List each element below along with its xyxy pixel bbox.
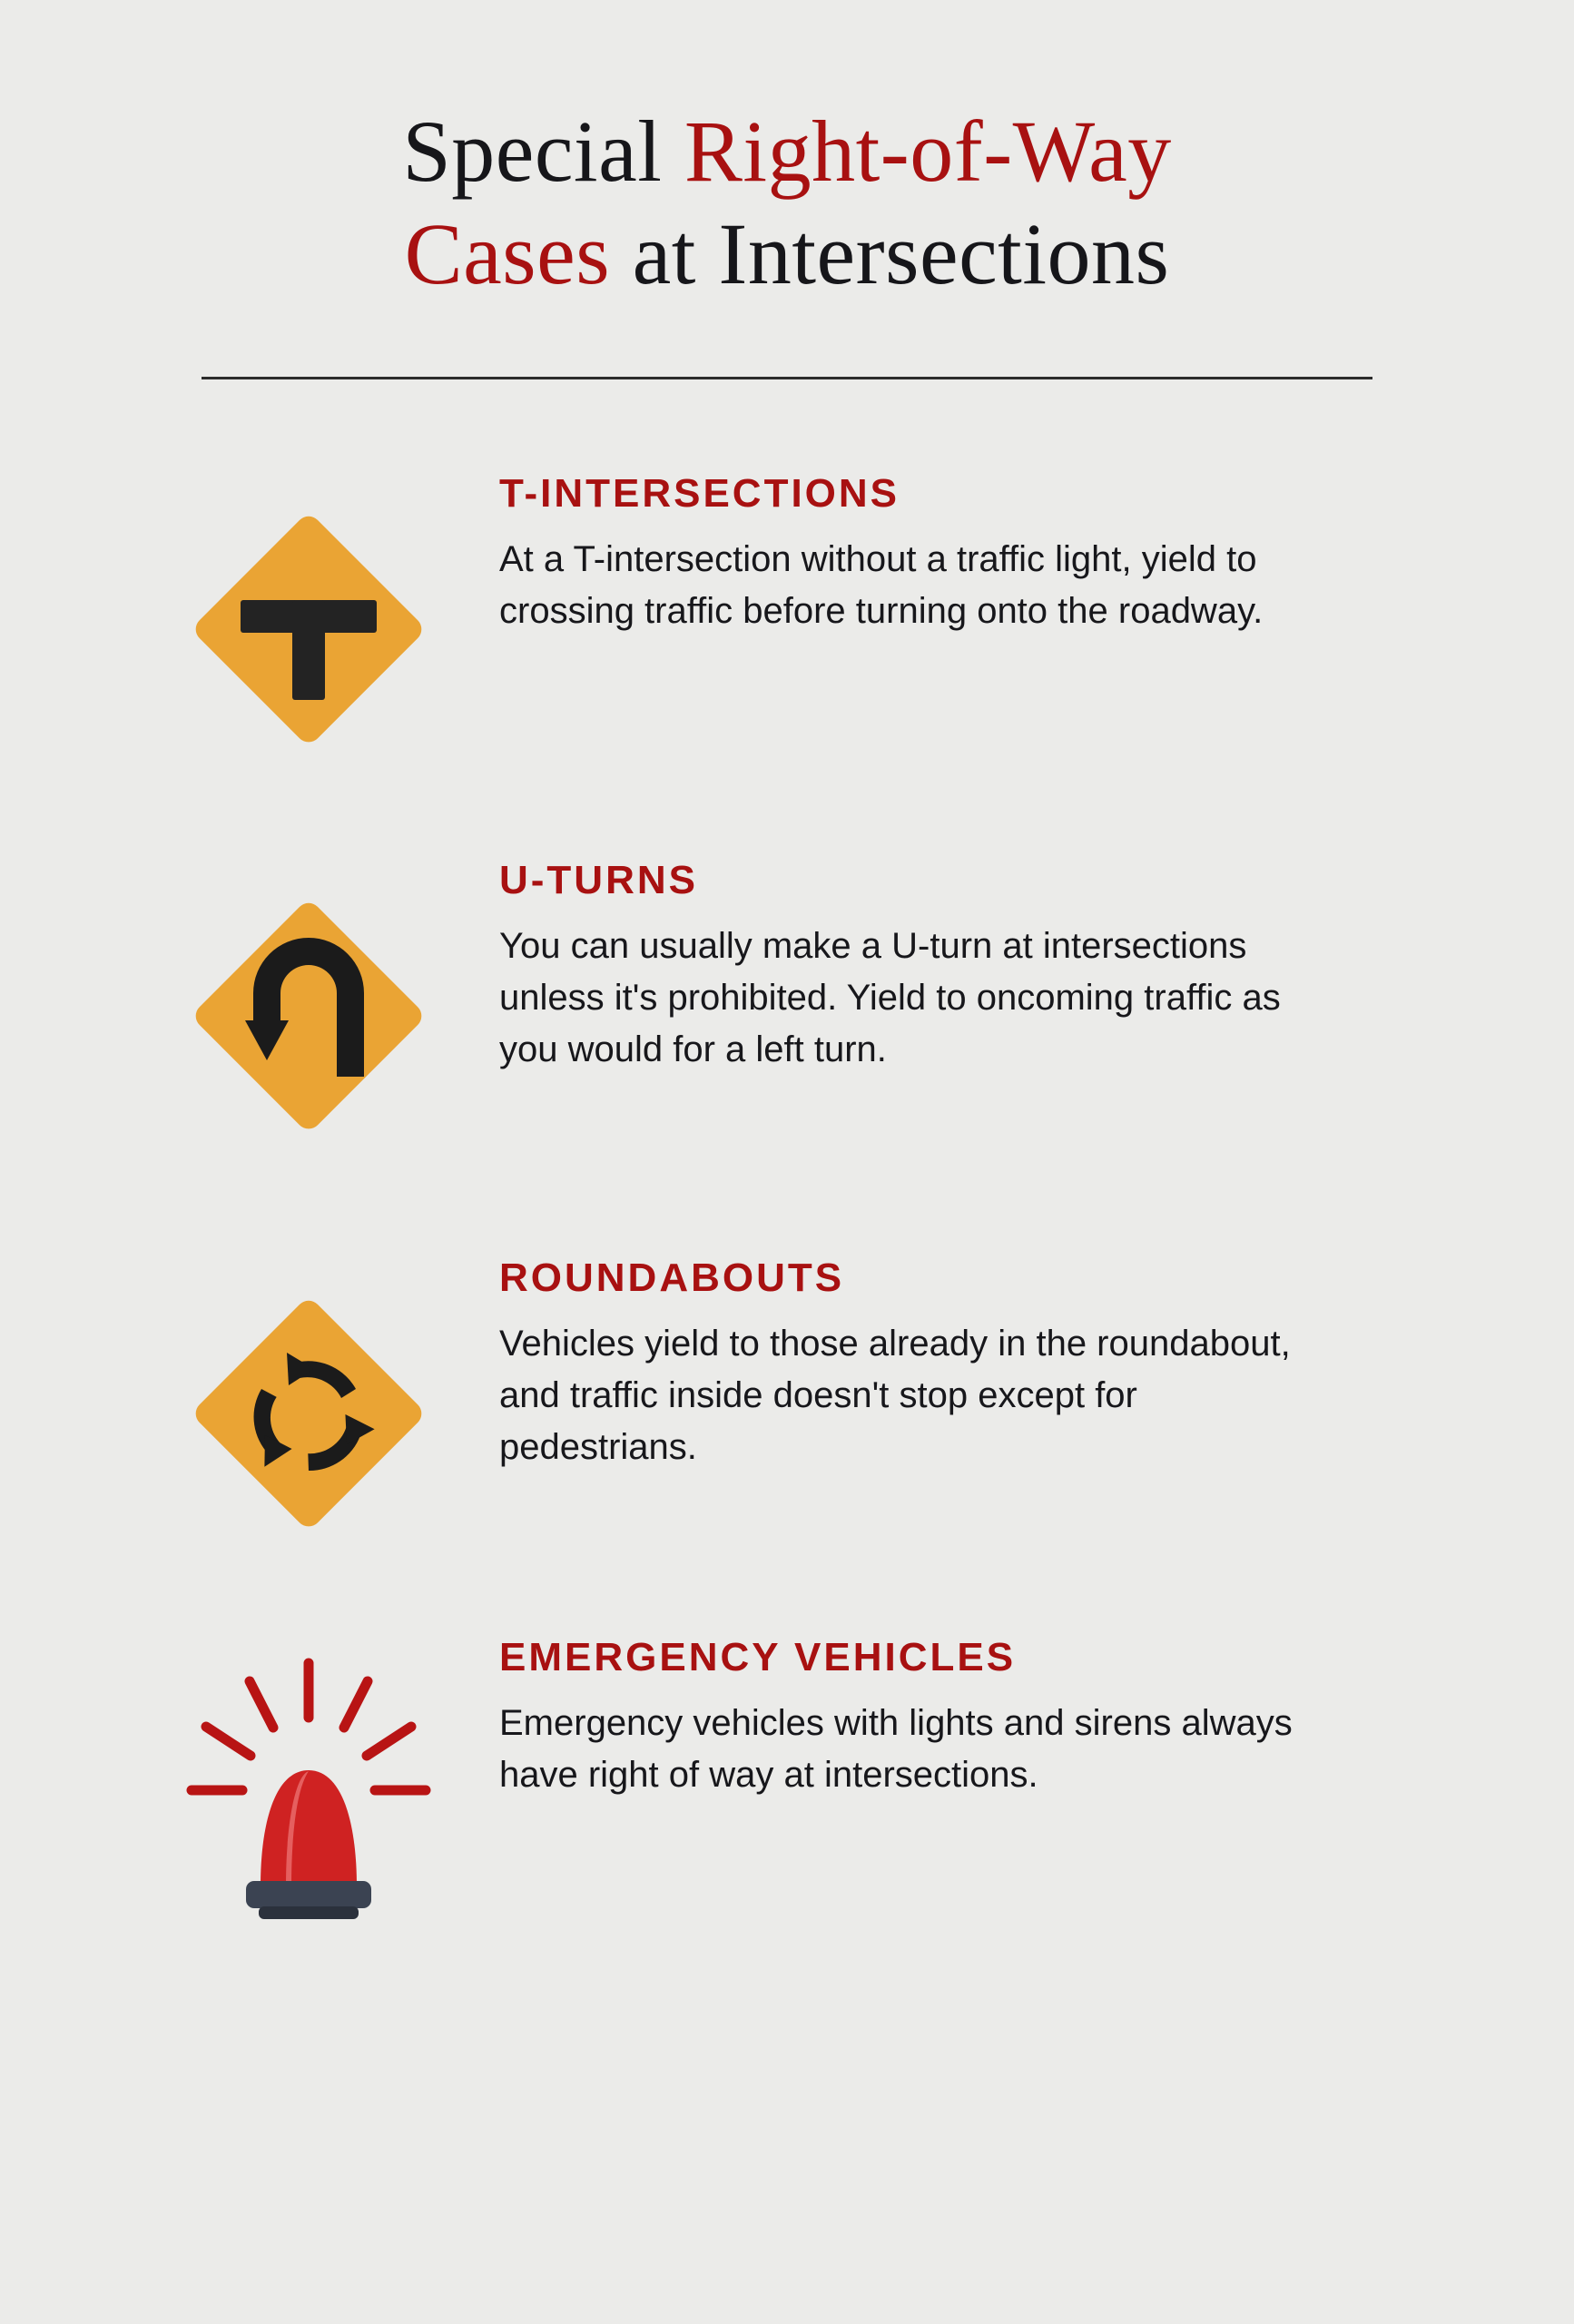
t-intersection-sign-icon — [159, 479, 458, 779]
title-part-1: Special — [402, 103, 684, 200]
icon-cell — [118, 463, 499, 779]
title-part-4: Cases — [404, 205, 611, 303]
title-part-2: Right-of-Way — [684, 103, 1172, 200]
text-cell — [499, 463, 1465, 637]
title-block — [0, 0, 1574, 379]
text-cell — [499, 850, 1465, 1076]
roundabout-sign-icon — [159, 1264, 458, 1563]
section-body: At a T-intersection without a traffic light, yield to crossing traffic before turning onto the roadway. — [499, 538, 1264, 631]
section-body: You can usually make a U-turn at intersections unless it's prohibited. Yield to oncoming traffic as you would for a left turn. — [499, 925, 1281, 1069]
icon-cell — [118, 1627, 499, 1943]
emergency-beacon-icon — [159, 1643, 458, 1943]
section-title: U-TURNS — [499, 857, 698, 902]
title-divider — [202, 377, 1372, 379]
section-emergency-vehicles — [0, 1627, 1574, 1943]
page-title — [136, 100, 1438, 306]
icon-cell — [118, 850, 499, 1166]
sections-list — [0, 463, 1574, 1943]
section-title: ROUNDABOUTS — [499, 1255, 845, 1300]
text-cell — [499, 1627, 1465, 1801]
text-cell — [499, 1247, 1465, 1473]
section-t-intersections — [0, 463, 1574, 779]
section-u-turns — [0, 850, 1574, 1166]
section-title: EMERGENCY VEHICLES — [499, 1634, 1017, 1679]
section-roundabouts — [0, 1247, 1574, 1563]
section-title: T-INTERSECTIONS — [499, 470, 900, 516]
u-turn-sign-icon — [159, 866, 458, 1166]
title-part-5: at Intersections — [610, 205, 1170, 303]
section-body: Vehicles yield to those already in the roundabout, and traffic inside doesn't stop except for pedestrians. — [499, 1323, 1291, 1467]
section-body: Emergency vehicles with lights and sirens always have right of way at intersections. — [499, 1702, 1293, 1795]
icon-cell — [118, 1247, 499, 1563]
